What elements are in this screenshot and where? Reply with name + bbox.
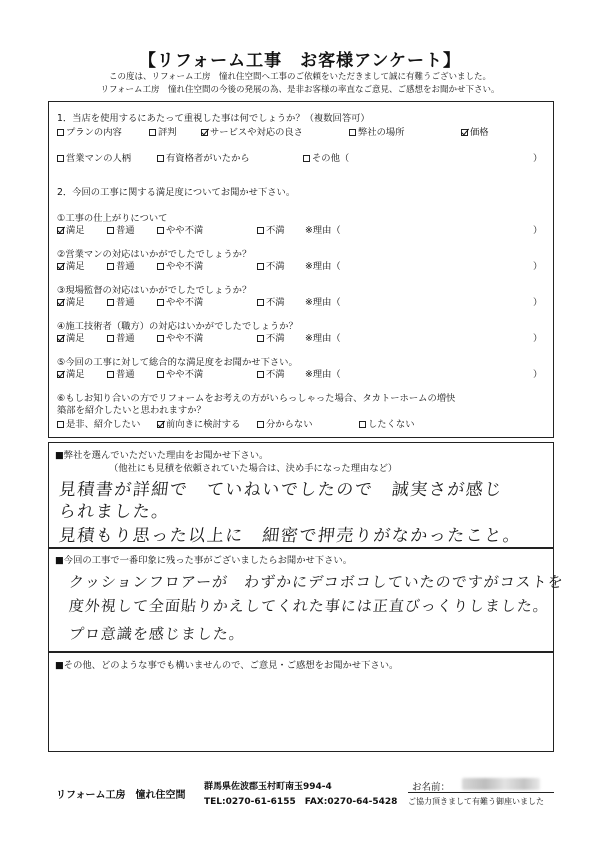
reason-close: ） <box>533 333 543 344</box>
checkbox[interactable] <box>157 263 164 270</box>
rating-unsatisfied[interactable]: 不満 <box>257 330 285 344</box>
checkbox[interactable] <box>257 371 264 378</box>
q2-item-5-title: ⑤今回の工事に対して総合的な満足度をお聞かせ下さい。 <box>57 357 298 368</box>
rating-slightly-unsatisfied[interactable]: やや不満 <box>157 330 203 344</box>
checkbox[interactable] <box>157 371 164 378</box>
q1-option-qualified[interactable]: 有資格者がいたから <box>157 150 250 164</box>
rating-satisfied[interactable]: 満足 <box>57 294 85 308</box>
reason-subheading: （他社にも見積を依頼されていた場合は、決め手になった理由など） <box>109 463 398 474</box>
reason-label: ※理由（ <box>305 369 341 380</box>
q2-item-1-title: ①工事の仕上がりについて <box>57 213 168 224</box>
rating-normal[interactable]: 普通 <box>107 222 135 236</box>
intro-line-1: この度は、リフォーム工房 憧れ住空間へ工事のご依頼をいただきまして誠に有難うございました。 <box>108 72 492 82</box>
checkbox[interactable] <box>257 263 264 270</box>
checkbox[interactable] <box>107 263 114 270</box>
questions-box <box>48 101 554 438</box>
name-label: お名前： <box>412 782 451 793</box>
checkbox[interactable] <box>157 299 164 306</box>
q6-option-unknown[interactable]: 分からない <box>257 416 313 430</box>
q1-option-price[interactable]: 価格 <box>461 124 489 138</box>
footer-tel: TEL:0270-61-6155 FAX:0270-64-5428 <box>204 797 398 807</box>
checkbox[interactable] <box>257 421 264 428</box>
rating-normal[interactable]: 普通 <box>107 330 135 344</box>
reason-close: ） <box>533 369 543 380</box>
rating-satisfied[interactable]: 満足 <box>57 330 85 344</box>
reason-answer-line-1: 見積書が詳細で ていねいでしたので 誠実さが感じ <box>57 480 504 500</box>
checkbox[interactable] <box>107 335 114 342</box>
checkbox[interactable] <box>149 129 156 136</box>
reason-label: ※理由（ <box>305 333 341 344</box>
reason-close: ） <box>533 297 543 308</box>
rating-unsatisfied[interactable]: 不満 <box>257 366 285 380</box>
q6-option-recommend[interactable]: 是非、紹介したい <box>57 416 140 430</box>
intro-line-2: リフォーム工房 憧れ住空間の今後の発展の為、是非お客様の率直なご意見、ご感想をお聞かせ下さい。 <box>100 85 500 95</box>
q6-option-consider[interactable]: 前向きに検討する <box>157 416 240 430</box>
checkbox[interactable] <box>107 299 114 306</box>
checkbox-checked[interactable] <box>201 129 208 136</box>
other-comments-box <box>48 652 554 752</box>
q2-item-4-title: ④施工技術者（職方）の対応はいかがでしたでしょうか？ <box>57 321 298 332</box>
reason-box <box>48 442 554 548</box>
q1-option-location[interactable]: 弊社の場所 <box>349 124 405 138</box>
checkbox-checked[interactable] <box>461 129 468 136</box>
page-title: 【リフォーム工事 お客様アンケート】 <box>138 51 462 71</box>
q1-option-reputation[interactable]: 評判 <box>149 124 177 138</box>
name-underline <box>408 792 554 793</box>
footer-address: 群馬県佐波郡玉村町南玉994-4 <box>204 782 332 792</box>
footer-company: リフォーム工房 憧れ住空間 <box>56 790 186 801</box>
reason-label: ※理由（ <box>305 297 341 308</box>
rating-satisfied[interactable]: 満足 <box>57 258 85 272</box>
checkbox-checked[interactable] <box>57 263 64 270</box>
impression-answer-line-1: クッションフロアーが わずかにデコボコしていたのですがコストを <box>68 573 565 591</box>
checkbox[interactable] <box>257 227 264 234</box>
checkbox[interactable] <box>107 227 114 234</box>
q2-text: 2．今回の工事に関する満足度についてお聞かせ下さい。 <box>57 187 296 198</box>
reason-label: ※理由（ <box>305 261 341 272</box>
footer-note: ご協力頂きまして有難う御座いました <box>408 797 544 806</box>
rating-normal[interactable]: 普通 <box>107 258 135 272</box>
checkbox[interactable] <box>157 227 164 234</box>
reason-label: ※理由（ <box>305 225 341 236</box>
checkbox[interactable] <box>57 155 64 162</box>
q6-option-decline[interactable]: したくない <box>359 416 415 430</box>
impression-box <box>48 548 565 652</box>
checkbox-checked[interactable] <box>57 299 64 306</box>
rating-satisfied[interactable]: 満足 <box>57 366 85 380</box>
rating-slightly-unsatisfied[interactable]: やや不満 <box>157 366 203 380</box>
other-heading: ■その他、どのような事でも構いませんので、ご意見・ご感想をお聞かせ下さい。 <box>55 660 399 671</box>
q1-option-plan[interactable]: プランの内容 <box>57 124 122 138</box>
checkbox-checked[interactable] <box>57 371 64 378</box>
checkbox[interactable] <box>157 155 164 162</box>
reason-answer-line-3: 見積もり思った以上に 細密で押売りがなかったこと。 <box>57 526 523 546</box>
checkbox[interactable] <box>57 421 64 428</box>
rating-slightly-unsatisfied[interactable]: やや不満 <box>157 222 203 236</box>
checkbox[interactable] <box>257 335 264 342</box>
rating-unsatisfied[interactable]: 不満 <box>257 258 285 272</box>
q6-line-1: ⑥もしお知り合いの方でリフォームをお考えの方がいらっしゃった場合、タカトーホームの増快 <box>57 393 456 404</box>
impression-heading: ■今回の工事で一番印象に残った事がございましたらお聞かせ下さい。 <box>55 555 352 566</box>
q2-item-3-title: ③現場監督の対応はいかがでしたでしょうか？ <box>57 285 252 296</box>
impression-answer-line-2: 度外視して全面貼りかえしてくれた事には正直びっくりしました。 <box>68 597 550 615</box>
q1-text: 1．当店を使用するにあたって重視した事は何でしょうか？（複数回答可） <box>57 113 370 124</box>
checkbox[interactable] <box>257 299 264 306</box>
q1-option-other[interactable]: その他（ <box>303 150 349 164</box>
impression-answer-line-3: プロ意識を感じました。 <box>68 625 246 643</box>
q1-option-salesperson[interactable]: 営業マンの人柄 <box>57 150 131 164</box>
rating-unsatisfied[interactable]: 不満 <box>257 222 285 236</box>
reason-heading: ■弊社を選んでいただいた理由をお聞かせ下さい。 <box>55 450 269 461</box>
checkbox[interactable] <box>57 129 64 136</box>
q6-line-2: 築部を紹介したいと思われますか？ <box>57 405 206 416</box>
rating-slightly-unsatisfied[interactable]: やや不満 <box>157 294 203 308</box>
redacted-name <box>462 778 540 790</box>
reason-close: ） <box>533 261 543 272</box>
checkbox[interactable] <box>359 421 366 428</box>
checkbox-checked[interactable] <box>57 227 64 234</box>
checkbox[interactable] <box>303 155 310 162</box>
checkbox-checked[interactable] <box>57 335 64 342</box>
reason-close: ） <box>533 225 543 236</box>
rating-normal[interactable]: 普通 <box>107 366 135 380</box>
q1-option-service[interactable]: サービスや対応の良さ <box>201 124 303 138</box>
checkbox[interactable] <box>349 129 356 136</box>
rating-satisfied[interactable]: 満足 <box>57 222 85 236</box>
checkbox[interactable] <box>107 371 114 378</box>
rating-slightly-unsatisfied[interactable]: やや不満 <box>157 258 203 272</box>
q2-item-2-title: ②営業マンの対応はいかがでしたでしょうか？ <box>57 249 252 260</box>
rating-unsatisfied[interactable]: 不満 <box>257 294 285 308</box>
reason-answer-line-2: られました。 <box>57 502 171 522</box>
checkbox-checked[interactable] <box>157 421 164 428</box>
rating-normal[interactable]: 普通 <box>107 294 135 308</box>
q1-other-close: ） <box>533 153 543 164</box>
checkbox[interactable] <box>157 335 164 342</box>
